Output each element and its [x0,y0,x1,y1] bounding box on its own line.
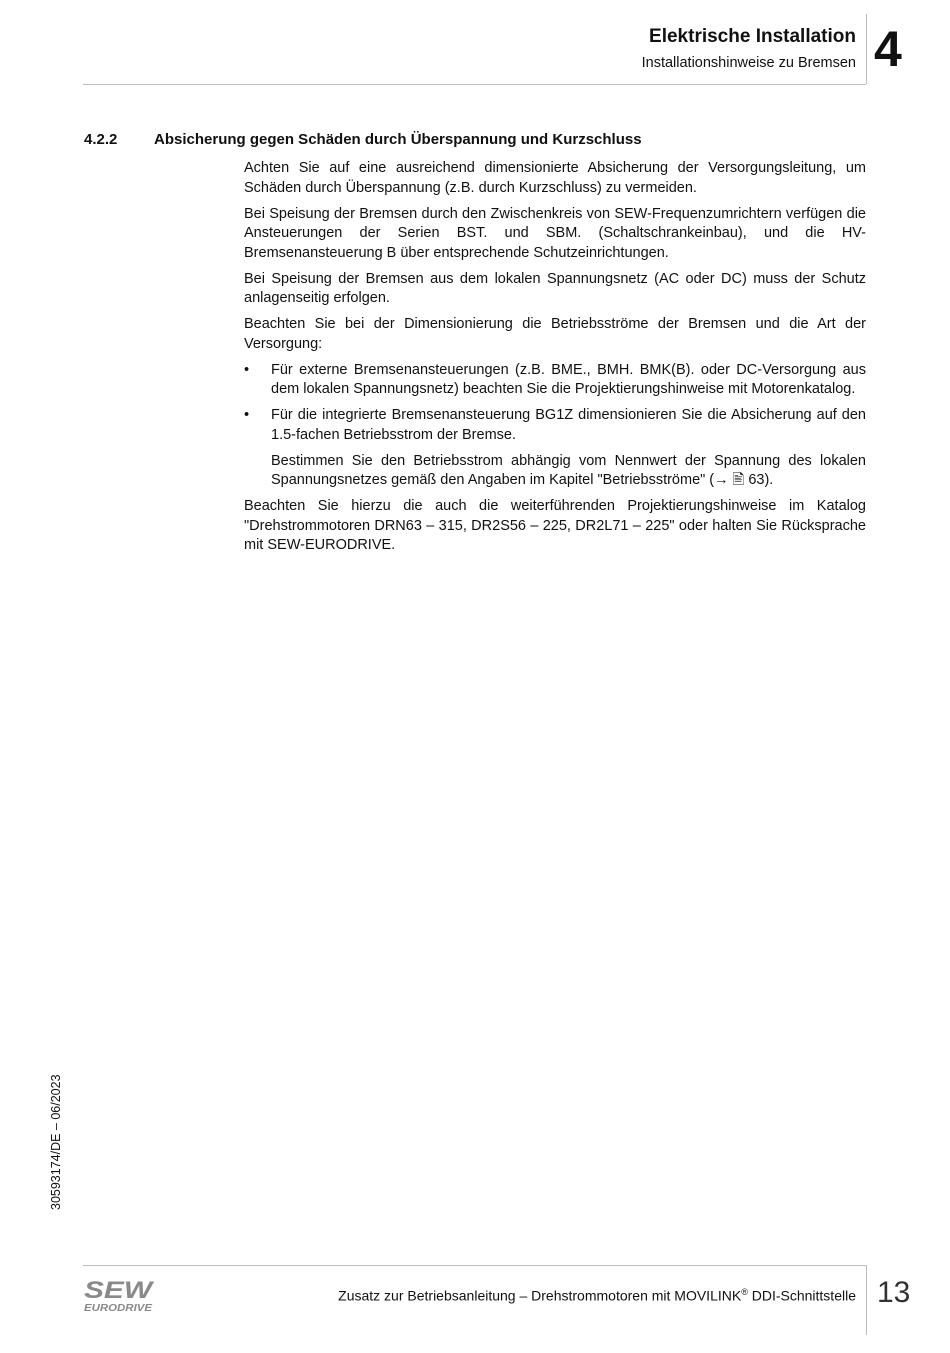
bullet-item [244,406,866,445]
chapter-divider [866,14,867,84]
bullet-marker: • [244,407,250,423]
registered-mark: ® [741,1287,748,1297]
paragraph: Bei Speisung der Bremsen aus dem lokalen Spannungsnetz (AC oder DC) muss der Schutz anlagenseitig erfolgen. [244,270,866,306]
bullet-text: Für externe Bremsenansteuerungen (z.B. BME., BMH. BMK(B). oder DC-Versorgung aus dem lokalen Spannungsnetz) beachten Sie die Projektierungshinweise mit Motorenkatalog. [271,361,866,397]
footer-text-main: Zusatz zur Betriebsanleitung – Drehstrommotoren mit MOVILINK [338,1287,742,1304]
logo-subline: EURODRIVE [84,1303,153,1314]
paragraph: Achten Sie auf eine ausreichend dimensionierte Absicherung der Versorgungsleitung, um Schäden durch Überspannung (z.B. durch Kurzschluss) zu vermeiden. [244,160,866,196]
paragraph: Beachten Sie bei der Dimensionierung die Betriebsströme der Bremsen und die Art der Versorgung: [244,316,866,352]
footer-text [338,1287,856,1304]
footer-text-end: DDI-Schnittstelle [747,1287,856,1304]
section-number: 4.2.2 [84,131,118,148]
section-title: Absicherung gegen Schäden durch Überspannung und Kurzschluss [154,131,642,148]
sew-eurodrive-logo [84,1278,156,1314]
final-paragraph: Beachten Sie hierzu die auch die weiterführenden Projektierungshinweise im Katalog "Drehstrommotoren DRN63 – 315, DR2S56 – 225, DR2L71 – 225" oder halten Sie Rücksprache mit SEW-EURODRIVE. [244,498,866,553]
bullet-item [244,361,866,400]
logo-wordmark: SEW [84,1278,155,1304]
paragraph: Bei Speisung der Bremsen durch den Zwischenkreis von SEW-Frequenzumrichtern verfügen die Ansteuerungen der Serien BST. und SBM. (Schaltschrankeinbau), und die HV-Bremsenansteuerung B über entsprechende Schutzeinrichtungen. [244,205,866,261]
bullet-text: Für die integrierte Bremsenansteuerung BG1Z dimensionieren Sie die Absicherung auf den 1.5-fachen Betriebsstrom der Bremse. [271,407,866,443]
footer-divider [83,1265,866,1266]
header-title: Elektrische Installation [649,26,856,47]
page-divider [866,1265,867,1335]
header-subtitle: Installationshinweise zu Bremsen [641,55,856,71]
indented-paragraph: Bestimmen Sie den Betriebsstrom abhängig vom Nennwert der Spannung des lokalen Spannungsnetzes gemäß den Angaben im Kapitel "Betriebsströme" (→ 🖹 63). [271,452,866,488]
bullet-marker: • [244,361,250,378]
document-id: 30593174/DE – 06/2023 [49,1074,63,1210]
chapter-number: 4 [874,21,902,77]
header-divider [83,84,866,85]
body-text [244,159,866,562]
page-number: 13 [877,1276,911,1309]
